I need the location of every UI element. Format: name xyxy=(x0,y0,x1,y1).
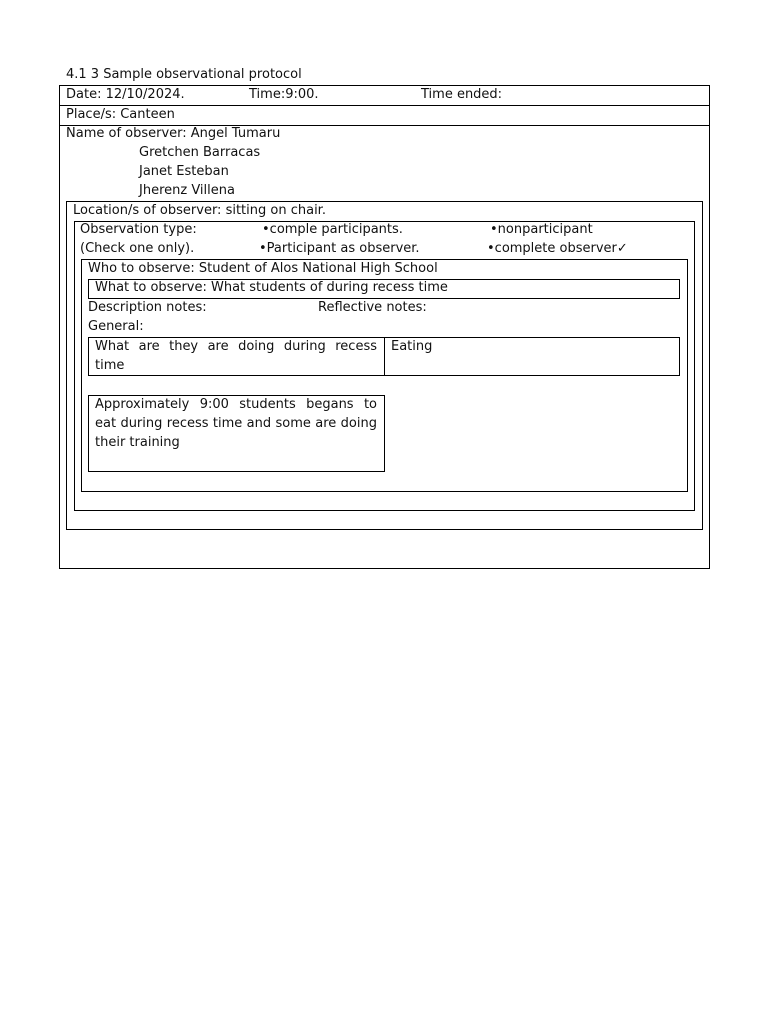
observer-name: Gretchen Barracas xyxy=(139,145,261,160)
observation-option-checked: •complete observer✓ xyxy=(487,241,628,256)
observer-name-field: Name of observer: Angel Tumaru xyxy=(66,126,281,141)
observation-option: •comple participants. xyxy=(262,222,403,237)
date-field: Date: 12/10/2024. xyxy=(66,87,185,102)
general-label: General: xyxy=(88,319,144,334)
description-notes-label: Description notes: xyxy=(88,300,207,315)
what-to-observe-field: What to observe: What students of during recess time xyxy=(95,280,448,295)
location-field: Location/s of observer: sitting on chair. xyxy=(73,203,326,218)
description-text: Approximately 9:00 students begans to eat during recess time and some are doing their training xyxy=(95,397,377,450)
observation-option: •Participant as observer. xyxy=(259,241,420,256)
question-cell: What are they are doing during recess time xyxy=(95,339,377,373)
reflective-notes-label: Reflective notes: xyxy=(318,300,427,315)
time-field: Time:9:00. xyxy=(249,87,319,102)
place-field: Place/s: Canteen xyxy=(66,107,175,122)
observation-type-note: (Check one only). xyxy=(80,241,195,256)
who-to-observe-field: Who to observe: Student of Alos National High School xyxy=(88,261,438,276)
observer-name: Jherenz Villena xyxy=(139,183,235,198)
observation-type-label: Observation type: xyxy=(80,222,197,237)
page-heading: 4.1 3 Sample observational protocol xyxy=(66,67,302,82)
observer-name: Janet Esteban xyxy=(139,164,229,179)
observation-option: •nonparticipant xyxy=(490,222,593,237)
answer-cell: Eating xyxy=(391,339,433,354)
table-divider xyxy=(384,338,385,375)
time-ended-field: Time ended: xyxy=(421,87,503,102)
row-divider xyxy=(60,105,709,106)
